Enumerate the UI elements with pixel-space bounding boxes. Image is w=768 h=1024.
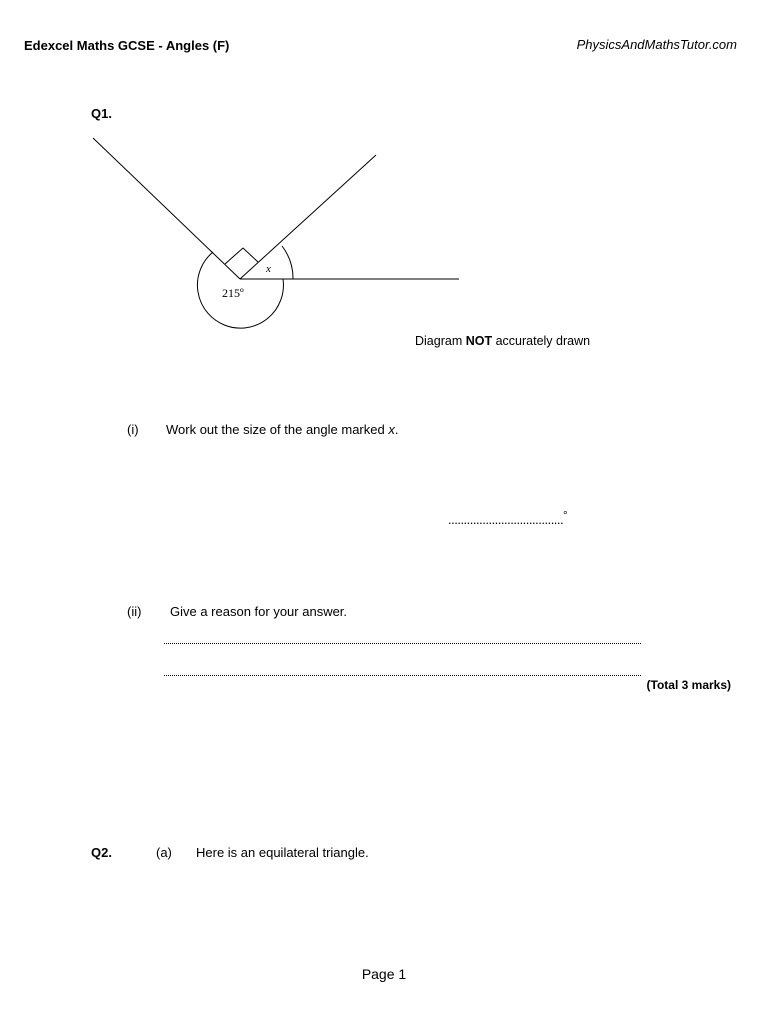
diagram-note: Diagram NOT accurately drawn bbox=[415, 334, 591, 348]
q2-text: Here is an equilateral triangle. bbox=[196, 845, 369, 860]
q1-number: Q1. bbox=[91, 106, 112, 121]
q1-part-ii-text: Give a reason for your answer. bbox=[170, 604, 348, 619]
header-site: PhysicsAndMathsTutor.com bbox=[576, 37, 737, 52]
page-number: Page 1 bbox=[361, 966, 407, 982]
q1-part-ii-label: (ii) bbox=[127, 604, 142, 619]
header-title: Edexcel Maths GCSE - Angles (F) bbox=[24, 38, 230, 53]
arc-x bbox=[282, 246, 293, 279]
q1-angle-diagram bbox=[85, 130, 485, 330]
angle-215-label: 215º bbox=[222, 286, 244, 300]
right-angle-marker bbox=[225, 248, 258, 264]
answer-line-ii-1[interactable] bbox=[164, 643, 641, 644]
q2-number: Q2. bbox=[91, 845, 112, 860]
q1-part-i-label: (i) bbox=[127, 422, 139, 437]
answer-line-ii-2[interactable] bbox=[164, 675, 641, 676]
x-label: x bbox=[266, 263, 271, 275]
q1-total-marks: (Total 3 marks) bbox=[646, 678, 731, 692]
answer-line-i[interactable]: .....................................° bbox=[448, 510, 568, 527]
q2-part-label: (a) bbox=[156, 845, 172, 860]
degree-symbol: ° bbox=[563, 510, 568, 522]
ray-right bbox=[240, 155, 376, 279]
ray-left bbox=[93, 138, 240, 279]
q1-part-i-text: Work out the size of the angle marked x. bbox=[166, 422, 399, 437]
